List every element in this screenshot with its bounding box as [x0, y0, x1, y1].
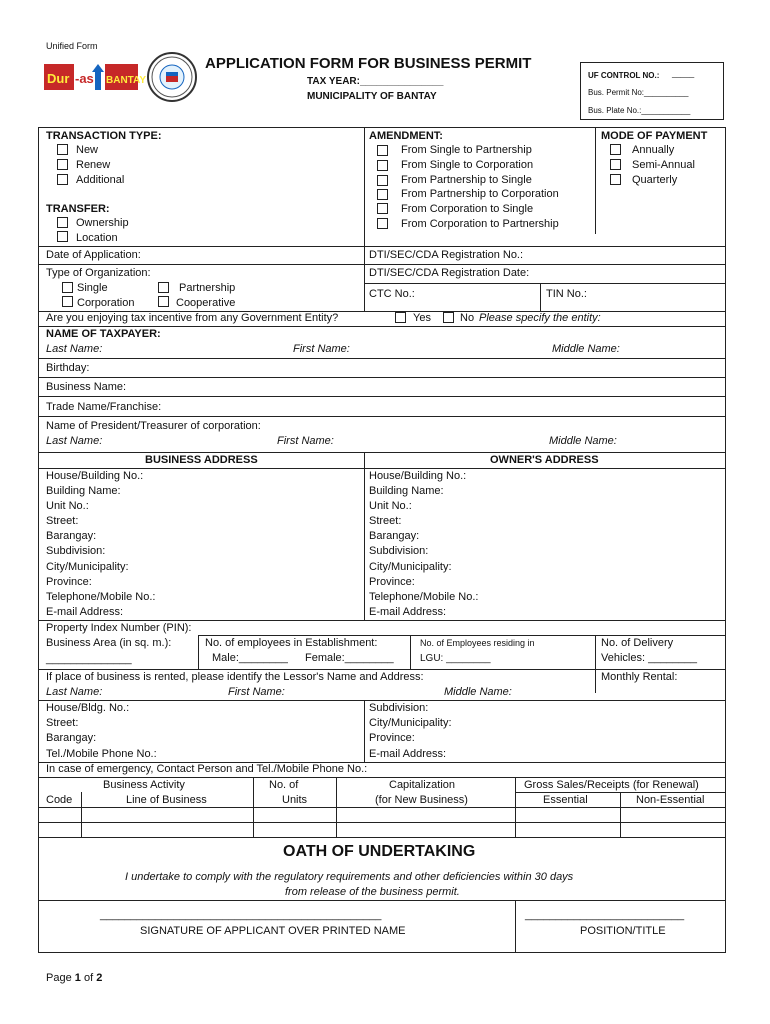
checkbox-single[interactable] — [62, 282, 73, 293]
lessor-address-field[interactable]: Subdivision: — [369, 702, 429, 714]
checkbox-ownership[interactable] — [57, 217, 68, 228]
lessor-middle-name-field[interactable]: Middle Name: — [444, 686, 512, 698]
tax-year: TAX YEAR:_______________ — [307, 76, 444, 87]
page-indicator — [46, 972, 102, 985]
checkbox-amend-5[interactable] — [377, 203, 388, 214]
gross-sales-header: Gross Sales/Receipts (for Renewal) — [524, 779, 699, 791]
position-label: POSITION/TITLE — [580, 925, 666, 937]
mode-of-payment-label: MODE OF PAYMENT — [601, 130, 708, 142]
checkbox-annually[interactable] — [610, 144, 621, 155]
business-address-field[interactable]: Unit No.: — [46, 500, 89, 512]
owner-address-field[interactable]: Barangay: — [369, 530, 420, 542]
owner-address-field[interactable]: Building Name: — [369, 485, 444, 497]
tin-no-field[interactable]: TIN No.: — [546, 288, 587, 300]
lessor-address-field[interactable]: Tel./Mobile Phone No.: — [46, 748, 157, 760]
amend-option-label: From Corporation to Single — [401, 203, 534, 215]
president-treasurer-label: Name of President/Treasurer of corporation: — [46, 420, 261, 432]
business-area-field[interactable]: ______________ — [46, 653, 132, 665]
amend-option-label: From Partnership to Corporation — [401, 188, 559, 200]
lessor-address-field[interactable]: City/Municipality: — [369, 717, 452, 729]
checkbox-amend-3[interactable] — [377, 175, 388, 186]
owner-address-field[interactable]: House/Building No.: — [369, 470, 467, 482]
business-activity-header: Business Activity — [103, 779, 185, 791]
president-last-name-field[interactable]: Last Name: — [46, 435, 103, 447]
units-header: Units — [282, 794, 308, 806]
checkbox-amend-2[interactable] — [377, 160, 388, 171]
transfer-label: TRANSFER: — [46, 203, 110, 215]
oath-line-2: from release of the business permit. — [285, 886, 460, 898]
payment-option-label: Annually — [632, 144, 675, 156]
code-header: Code — [46, 794, 73, 806]
delivery-label: No. of Delivery — [601, 637, 674, 649]
business-address-field[interactable]: Street: — [46, 515, 79, 527]
no-of-units-header: No. of — [269, 779, 299, 791]
checkbox-new[interactable] — [57, 144, 68, 155]
employees-label: No. of employees in Establishment: — [205, 637, 378, 649]
checkbox-cooperative[interactable] — [158, 296, 169, 307]
page-total: 2 — [96, 972, 103, 984]
checkbox-incentive-no[interactable] — [443, 312, 454, 323]
svg-text:-as: -as — [75, 71, 94, 86]
checkbox-corporation[interactable] — [62, 296, 73, 307]
employees-lgu-label: No. of Employees residing in — [420, 638, 535, 648]
business-area-label: Business Area (in sq. m.): — [46, 637, 172, 649]
cooperative-label: Cooperative — [176, 297, 236, 309]
payment-option-label: Semi-Annual — [632, 159, 695, 171]
business-address-field[interactable]: Telephone/Mobile No.: — [46, 591, 156, 603]
capitalization-header: Capitalization — [389, 779, 456, 791]
business-address-field[interactable]: Subdivision: — [46, 545, 106, 557]
checkbox-partnership[interactable] — [158, 282, 169, 293]
amend-option-label: From Corporation to Partnership — [401, 218, 559, 230]
last-name-field[interactable]: Last Name: — [46, 343, 103, 355]
checkbox-quarterly[interactable] — [610, 174, 621, 185]
business-name-field[interactable]: Business Name: — [46, 381, 127, 393]
business-address-header: BUSINESS ADDRESS — [145, 454, 258, 466]
lessor-address-field[interactable]: Barangay: — [46, 732, 97, 744]
line-of-business-header: Line of Business — [126, 794, 207, 806]
bantay-logo — [44, 60, 147, 94]
position-line[interactable]: __________________________ — [525, 909, 685, 921]
amend-option-label: From Partnership to Single — [401, 174, 532, 186]
lessor-address-field[interactable]: Province: — [369, 732, 415, 744]
checkbox-renew[interactable] — [57, 159, 68, 170]
owner-address-field[interactable]: Unit No.: — [369, 500, 412, 512]
svg-text:Dur: Dur — [47, 71, 70, 86]
single-label: Single — [77, 282, 108, 294]
transaction-type-label: TRANSACTION TYPE: — [46, 130, 162, 142]
specify-entity-field[interactable]: Please specify the entity: — [479, 312, 601, 324]
checkbox-location[interactable] — [57, 231, 68, 242]
owner-address-field[interactable]: Subdivision: — [369, 545, 429, 557]
municipal-seal — [147, 52, 197, 102]
date-of-application-field[interactable]: Date of Application: — [46, 249, 141, 261]
ctc-no-field[interactable]: CTC No.: — [369, 288, 415, 300]
employees-lgu-field[interactable]: LGU: ________ — [420, 653, 491, 664]
trade-name-field[interactable]: Trade Name/Franchise: — [46, 401, 162, 413]
owner-address-field[interactable]: Street: — [369, 515, 402, 527]
form-title: APPLICATION FORM FOR BUSINESS PERMIT — [205, 55, 532, 72]
business-address-field[interactable]: Province: — [46, 576, 92, 588]
page-number: 1 — [74, 972, 81, 984]
amend-option-label: From Single to Corporation — [401, 159, 534, 171]
owners-address-header: OWNER'S ADDRESS — [490, 454, 599, 466]
amend-option-label: From Single to Partnership — [401, 144, 532, 156]
owner-address-field[interactable]: E-mail Address: — [369, 606, 447, 618]
lessor-address-field[interactable]: Street: — [46, 717, 79, 729]
option-additional-label: Additional — [76, 174, 125, 186]
oath-line-1: I undertake to comply with the regulatory requirements and other deficiencies within 30 days — [125, 871, 574, 883]
lessor-label: If place of business is rented, please identify the Lessor's Name and Address: — [46, 671, 424, 683]
option-new-label: New — [76, 144, 99, 156]
lessor-address-field[interactable]: House/Bldg. No.: — [46, 702, 130, 714]
pin-field[interactable]: Property Index Number (PIN): — [46, 622, 192, 634]
municipality-label: MUNICIPALITY OF BANTAY — [307, 91, 437, 102]
business-address-field[interactable]: Building Name: — [46, 485, 121, 497]
unified-form-label: Unified Form — [46, 41, 98, 51]
yes-label: Yes — [413, 312, 431, 324]
bus-plate-no[interactable]: Bus. Plate No.:___________ — [588, 106, 691, 115]
uf-control-line[interactable]: _____ — [672, 69, 695, 78]
monthly-rental-field[interactable]: Monthly Rental: — [601, 671, 678, 683]
option-renew-label: Renew — [76, 159, 111, 171]
emergency-contact-field[interactable]: In case of emergency, Contact Person and Tel./Mobile Phone No.: — [46, 763, 368, 775]
lessor-address-field[interactable]: E-mail Address: — [369, 748, 447, 760]
bus-permit-no[interactable]: Bus. Permit No:__________ — [588, 88, 689, 97]
president-first-name-field[interactable]: First Name: — [277, 435, 334, 447]
dti-registration-date-field[interactable]: DTI/SEC/CDA Registration Date: — [369, 267, 530, 279]
checkbox-amend-1[interactable] — [377, 145, 388, 156]
page-prefix: Page — [46, 972, 72, 984]
checkbox-incentive-yes[interactable] — [395, 312, 406, 323]
first-name-field[interactable]: First Name: — [293, 343, 350, 355]
owner-address-field[interactable]: Telephone/Mobile No.: — [369, 591, 479, 603]
delivery-vehicles-field[interactable]: Vehicles: ________ — [601, 652, 698, 664]
essential-header: Essential — [543, 794, 588, 806]
checkbox-amend-6[interactable] — [377, 218, 388, 229]
middle-name-field[interactable]: Middle Name: — [552, 343, 620, 355]
option-location-label: Location — [76, 232, 118, 244]
president-middle-name-field[interactable]: Middle Name: — [549, 435, 617, 447]
female-employees-field[interactable]: Female:________ — [305, 652, 394, 664]
checkbox-additional[interactable] — [57, 174, 68, 185]
for-new-business-header: (for New Business) — [375, 794, 468, 806]
checkbox-semi-annual[interactable] — [610, 159, 621, 170]
payment-option-label: Quarterly — [632, 174, 678, 186]
name-of-taxpayer-label: NAME OF TAXPAYER: — [46, 328, 161, 340]
partnership-label: Partnership — [179, 282, 236, 294]
svg-text:BANTAY: BANTAY — [106, 75, 147, 86]
signature-line[interactable]: ______________________________________________ — [100, 909, 382, 921]
business-address-field[interactable]: E-mail Address: — [46, 606, 124, 618]
signature-label: SIGNATURE OF APPLICANT OVER PRINTED NAME — [140, 925, 406, 937]
corporation-label: Corporation — [77, 297, 135, 309]
option-ownership-label: Ownership — [76, 217, 129, 229]
uf-control-label: UF CONTROL NO.: — [588, 71, 660, 80]
tax-incentive-question: Are you enjoying tax incentive from any Government Entity? — [46, 312, 339, 324]
business-address-field[interactable]: House/Building No.: — [46, 470, 144, 482]
page-of: of — [83, 972, 94, 984]
owner-address-field[interactable]: City/Municipality: — [369, 561, 452, 573]
type-of-organization-label: Type of Organization: — [46, 267, 151, 279]
oath-title: OATH OF UNDERTAKING — [283, 843, 476, 860]
non-essential-header: Non-Essential — [636, 794, 705, 806]
owner-address-field[interactable]: Province: — [369, 576, 415, 588]
business-address-field[interactable]: Barangay: — [46, 530, 97, 542]
lessor-first-name-field[interactable]: First Name: — [228, 686, 285, 698]
lessor-last-name-field[interactable]: Last Name: — [46, 686, 103, 698]
checkbox-amend-4[interactable] — [377, 189, 388, 200]
male-employees-field[interactable]: Male:________ — [212, 652, 288, 664]
birthday-field[interactable]: Birthday: — [46, 362, 90, 374]
business-address-field[interactable]: City/Municipality: — [46, 561, 129, 573]
no-label: No — [460, 312, 475, 324]
dti-registration-no-field[interactable]: DTI/SEC/CDA Registration No.: — [369, 249, 524, 261]
amendment-label: AMENDMENT: — [369, 130, 443, 142]
